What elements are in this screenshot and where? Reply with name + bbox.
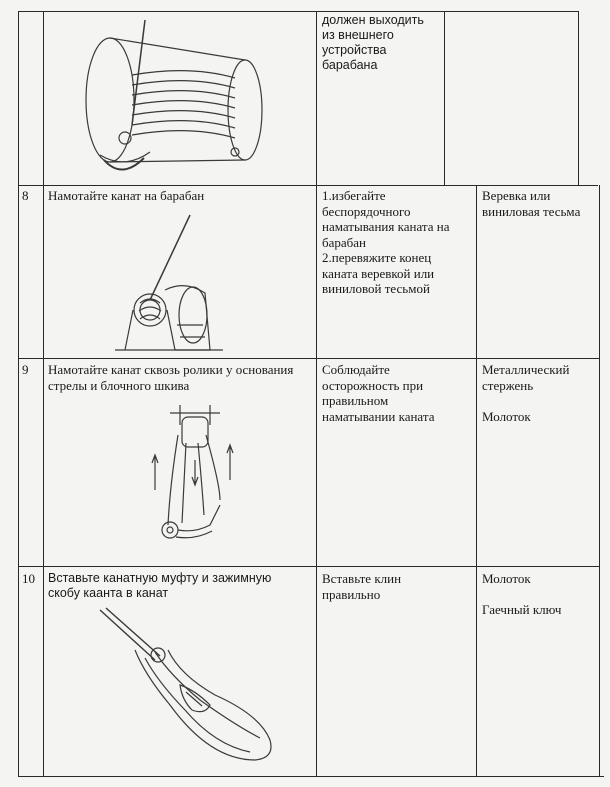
notes-cell: Вставьте клин правильно: [322, 571, 402, 602]
row-number: 10: [22, 571, 35, 586]
rope-drum-icon: [70, 20, 280, 180]
step-cell: Намотайте канат сквозь ролики у основания стрелы и блочного шкива: [48, 362, 294, 393]
table-border-right: [599, 185, 600, 776]
column-divider-notes: [476, 185, 477, 776]
column-divider-notes-top: [444, 11, 445, 185]
table-border-top: [18, 11, 578, 12]
tools-cell: Металлический стержень Молоток: [482, 362, 570, 424]
notes-cell: должен выходить из внешнего устройства барабана: [322, 13, 424, 72]
row-divider: [18, 566, 600, 567]
step-cell: Вставьте канатную муфту и зажимную скобу каанта в канат: [48, 571, 272, 600]
step-cell: Намотайте канат на барабан: [48, 188, 205, 203]
table-border-left: [18, 11, 19, 776]
row-divider: [18, 358, 600, 359]
notes-cell: 1.избегайте беспорядочного наматывания каната на барабан 2.перевяжите конец каната веревкой или виниловой тесьмой: [322, 188, 450, 296]
row-number: 8: [22, 188, 29, 203]
table-border-bottom: [18, 776, 604, 777]
tools-cell: Молоток Гаечный ключ: [482, 571, 562, 617]
column-divider-number: [43, 11, 44, 776]
winch-drum-icon: [115, 215, 225, 355]
tools-cell: Веревка или виниловая тесьма: [482, 188, 581, 219]
column-divider-step: [316, 11, 317, 776]
table-border-right-top: [578, 11, 579, 185]
row-divider: [18, 185, 598, 186]
row-number: 9: [22, 362, 29, 377]
rope-socket-wedge-icon: [100, 610, 280, 770]
notes-cell: Соблюдайте осторожность при правильном наматывании каната: [322, 362, 435, 424]
pulley-block-icon: [140, 405, 250, 555]
